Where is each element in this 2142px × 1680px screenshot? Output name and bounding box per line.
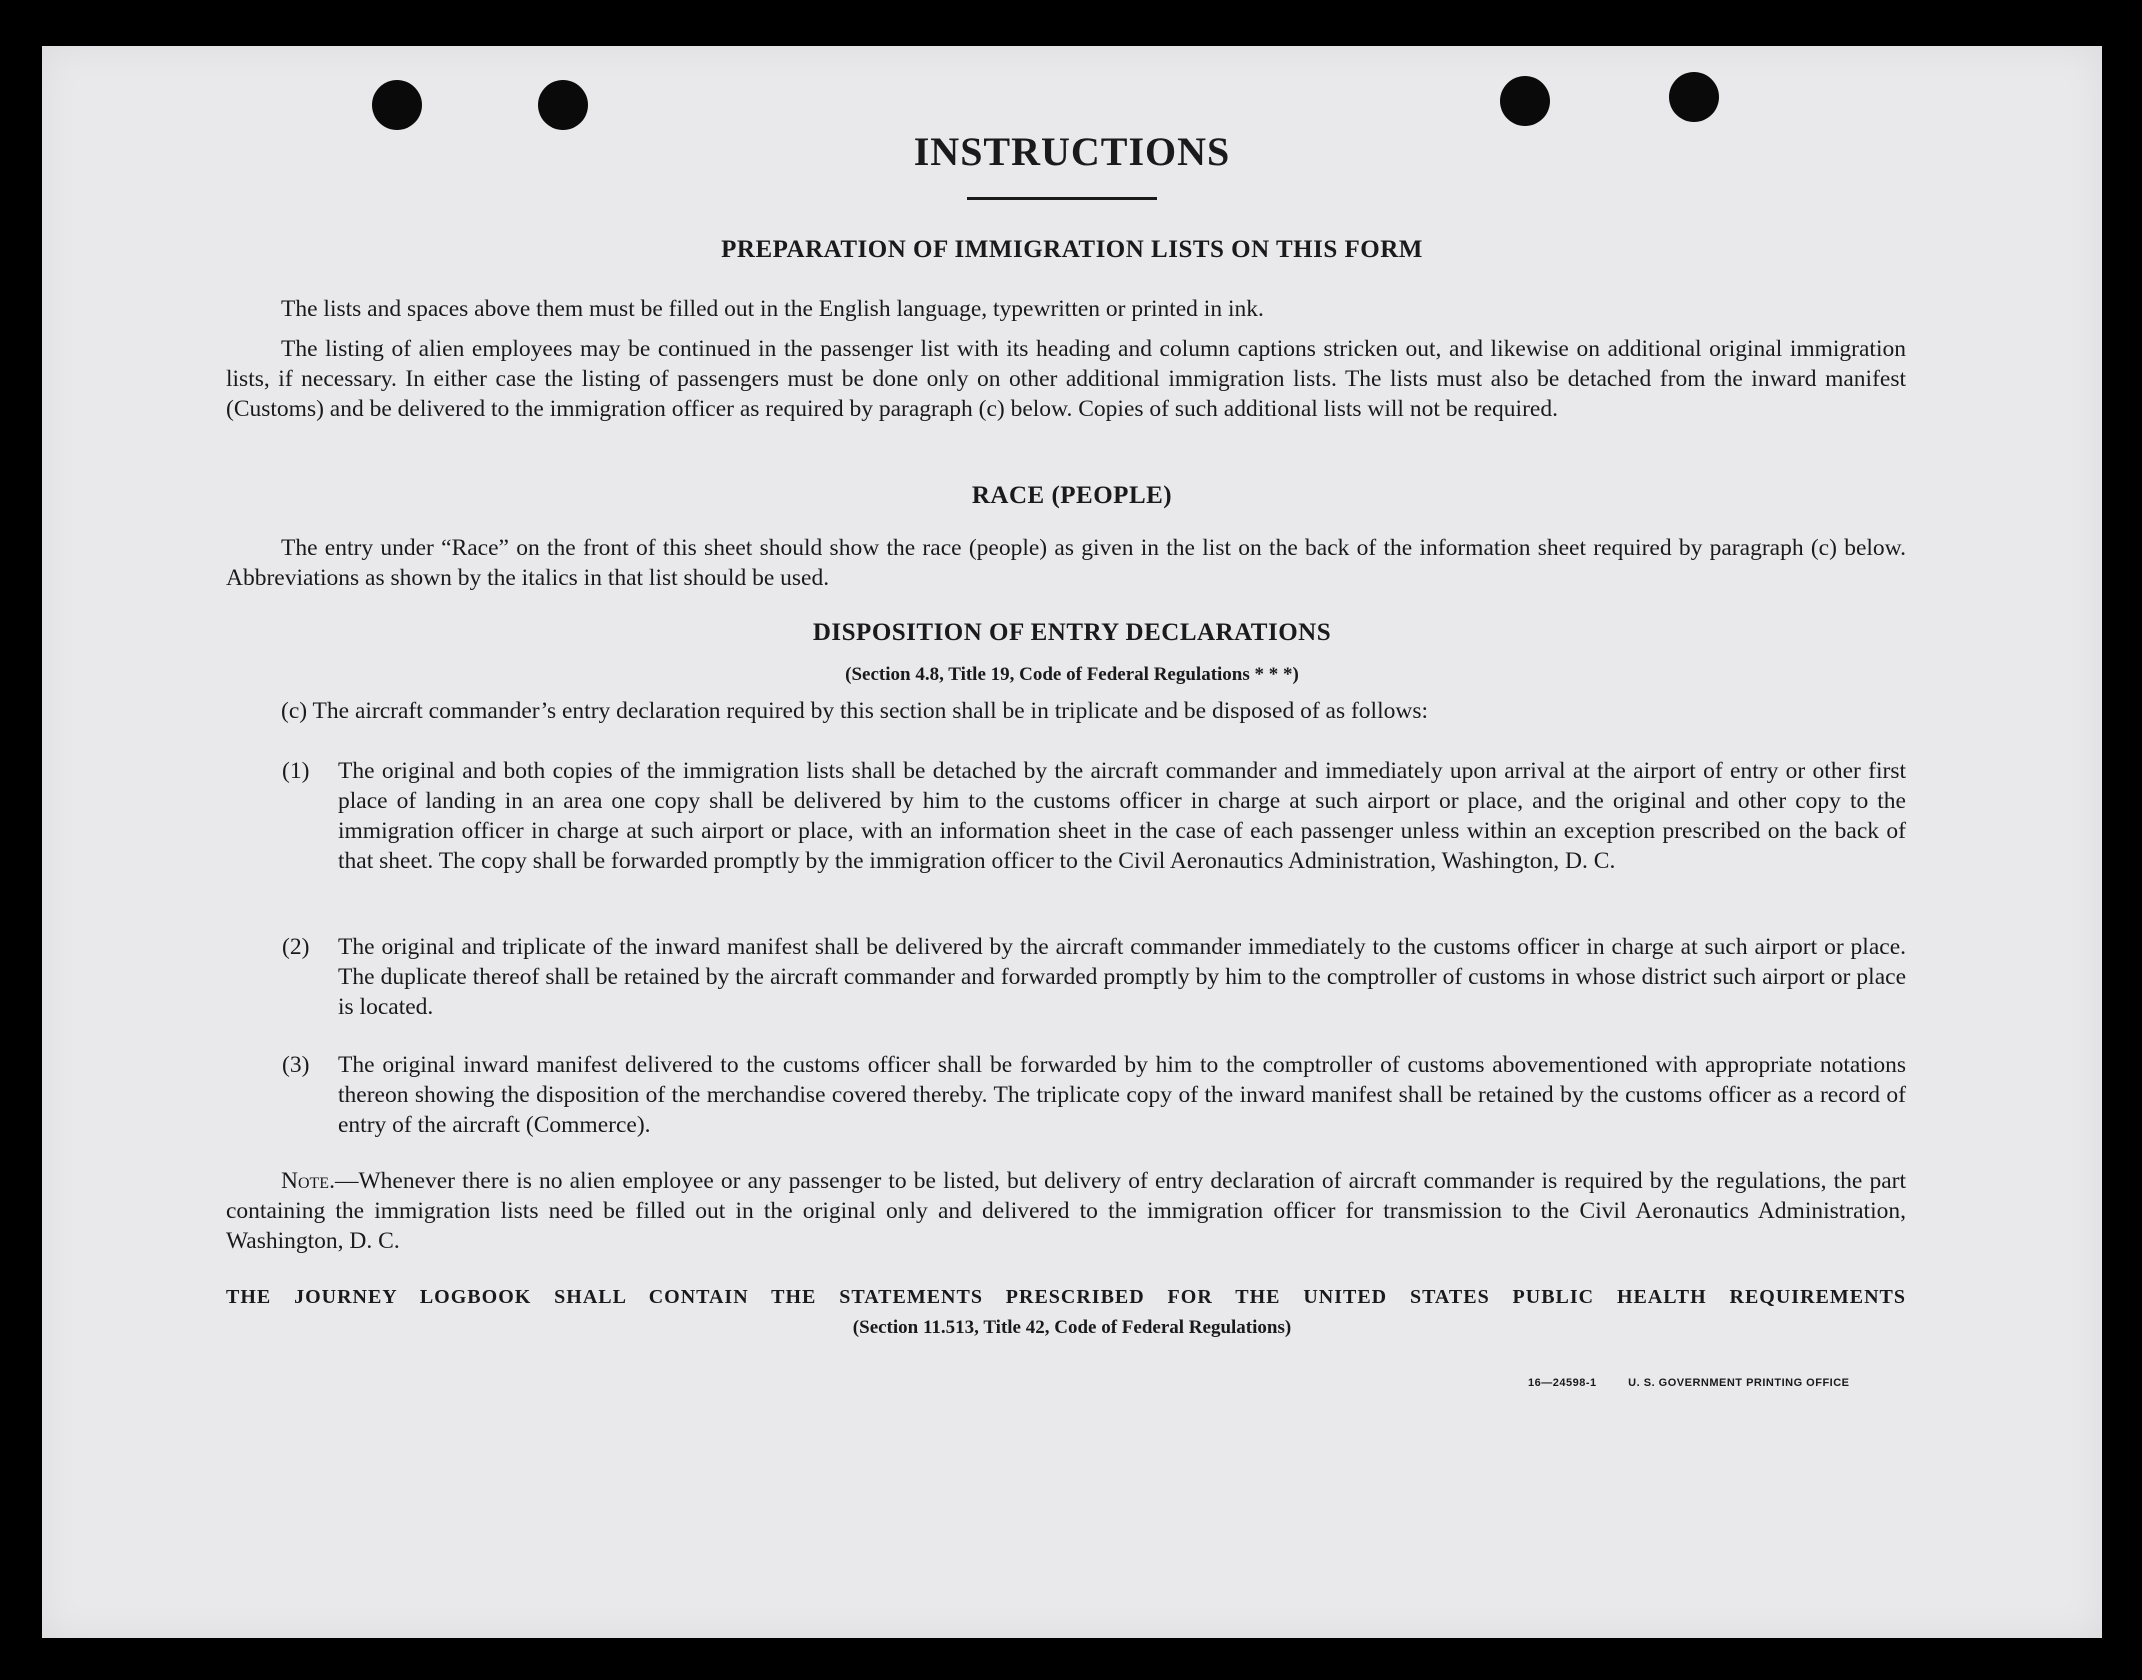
item-text: The original and both copies of the immigration lists shall be detached by the aircraft commander and immediately upon arrival at the airport of entry or other first place of landing in an area one copy shall be delivered by him to the customs officer in charge at such airport or place, and the original and other copy to the immigration officer in charge at such airport or place, with an information sheet in the case of each passenger unless within an exception prescribed on the back of that sheet. The copy shall be forwarded promptly by the immigration officer to the Civil Aeronautics Administration, Washington, D. C. xyxy=(338,758,1906,874)
note-paragraph xyxy=(226,1166,1906,1256)
preparation-heading: PREPARATION OF IMMIGRATION LISTS ON THIS FORM xyxy=(721,236,1423,263)
logbook-citation: (Section 11.513, Title 42, Code of Federal Regulations) xyxy=(852,1317,1292,1338)
item-number: (3) xyxy=(282,1052,310,1078)
note-text: —Whenever there is no alien employee or any passenger to be listed, but delivery of entry declaration of aircraft commander is required by the regulations, the part containing the immigration lists need be filled out in the original only and delivered to the immigration officer for transmission to the Civil Aeronautics Administration, Washington, D. C. xyxy=(226,1168,1906,1254)
preparation-paragraph-1: The lists and spaces above them must be filled out in the English language, typewritten or printed in ink. xyxy=(281,296,1264,322)
item-text: The original inward manifest delivered to the customs officer shall be forwarded by him to the comptroller of customs abovementioned with appropriate notations thereon showing the disposition of the merchandise covered thereby. The triplicate copy of the inward manifest shall be retained by the customs officer as a record of entry of the aircraft (Commerce). xyxy=(338,1052,1906,1138)
list-item xyxy=(282,932,1906,1022)
logbook-statement: THE JOURNEY LOGBOOK SHALL CONTAIN THE STATEMENTS PRESCRIBED FOR THE UNITED STATES PUBLIC HEALTH REQUIREMENTS xyxy=(226,1286,1906,1308)
list-item xyxy=(282,756,1906,876)
race-paragraph: The entry under “Race” on the front of this sheet should show the race (people) as given in the list on the back of the information sheet required by paragraph (c) below. Abbreviations as shown by the italics in that list should be used. xyxy=(226,535,1906,591)
list-item xyxy=(282,1050,1906,1140)
disposition-heading: DISPOSITION OF ENTRY DECLARATIONS xyxy=(812,619,1332,646)
note-label: Note. xyxy=(281,1168,335,1194)
item-number: (2) xyxy=(282,934,310,960)
punch-hole xyxy=(1500,76,1550,126)
clause-label: (c) xyxy=(281,698,308,724)
clause-c xyxy=(281,696,1906,726)
printing-office: U. S. GOVERNMENT PRINTING OFFICE xyxy=(1628,1377,1850,1389)
page-title: INSTRUCTIONS xyxy=(913,129,1231,174)
disposition-citation: (Section 4.8, Title 19, Code of Federal Regulations * * *) xyxy=(845,664,1299,685)
race-heading: RACE (PEOPLE) xyxy=(971,482,1173,509)
punch-hole xyxy=(538,80,588,130)
item-number: (1) xyxy=(282,758,310,784)
item-text: The original and triplicate of the inward manifest shall be delivered by the aircraft commander immediately to the customs officer in charge at such airport or place. The duplicate thereof shall be retained by the aircraft commander and forwarded promptly by him to the comptroller of customs in whose district such airport or place is located. xyxy=(338,934,1906,1020)
punch-hole xyxy=(1669,72,1719,122)
document-page xyxy=(42,46,2102,1638)
title-underline xyxy=(967,197,1157,200)
printer-imprint xyxy=(1528,1377,1850,1389)
form-number: 16—24598-1 xyxy=(1528,1377,1597,1389)
clause-text: The aircraft commander’s entry declaration required by this section shall be in triplicate and be disposed of as follows: xyxy=(312,698,1429,724)
preparation-paragraph-2: The listing of alien employees may be continued in the passenger list with its heading and column captions stricken out, and likewise on additional original immigration lists, if necessary. In either case the listing of passengers must be done only on other additional immigration lists. The lists must also be detached from the inward manifest (Customs) and be delivered to the immigration officer as required by paragraph (c) below. Copies of such additional lists will not be required. xyxy=(226,336,1906,422)
punch-hole xyxy=(372,80,422,130)
